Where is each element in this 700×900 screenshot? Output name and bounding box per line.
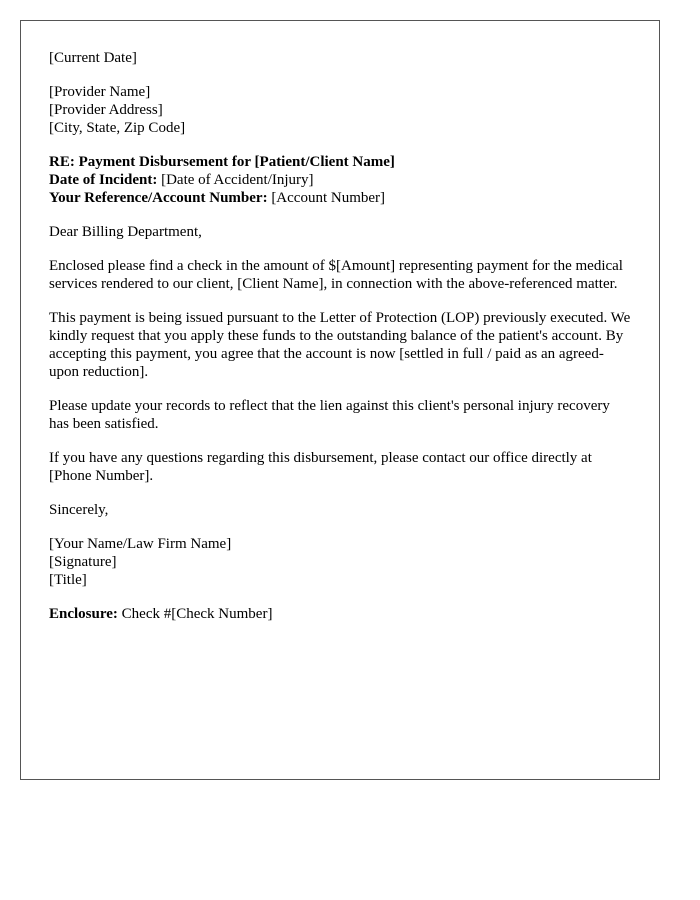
- closing: Sincerely,: [49, 502, 109, 518]
- subject-block: [49, 153, 631, 207]
- reference-label: Your Reference/Account Number:: [49, 190, 268, 206]
- enclosure-line: [49, 605, 631, 623]
- letter-document: [20, 20, 660, 780]
- re-line: RE: Payment Disbursement for [Patient/Client Name]: [49, 154, 395, 170]
- signature-block: [49, 535, 631, 589]
- enclosure-block: [49, 605, 631, 623]
- signer-name: [Your Name/Law Firm Name]: [49, 536, 232, 552]
- incident-line: [49, 171, 631, 189]
- letter-date-block: [49, 49, 631, 67]
- provider-address: [Provider Address]: [49, 102, 163, 118]
- body-paragraph-4: If you have any questions regarding this disbursement, please contact our office directly at [Phone Number].: [49, 450, 592, 484]
- body-paragraph-3: Please update your records to reflect that the lien against this client's personal injury recovery has been satisfied.: [49, 398, 610, 432]
- reference-line: [49, 189, 631, 207]
- reference-value: [Account Number]: [267, 190, 386, 206]
- body-paragraph-1: Enclosed please find a check in the amount of $[Amount] representing payment for the medical services rendered to our client, [Client Name], in connection with the above-referenced matter.: [49, 258, 623, 292]
- salutation: Dear Billing Department,: [49, 224, 202, 240]
- provider-city-state-zip: [City, State, Zip Code]: [49, 120, 186, 136]
- incident-value: [Date of Accident/Injury]: [157, 172, 314, 188]
- signer-title: [Title]: [49, 572, 87, 588]
- enclosure-value: Check #[Check Number]: [117, 606, 273, 622]
- provider-address-block: [49, 83, 631, 137]
- body-paragraph-2: This payment is being issued pursuant to the Letter of Protection (LOP) previously executed. We kindly request that you apply these funds to the outstanding balance of the patient's account. By accepting this payment, you agree that the account is now [settled in full / paid as an agreed-upon reduction].: [49, 310, 631, 380]
- signature-line: [Signature]: [49, 554, 117, 570]
- letter-date: [Current Date]: [49, 50, 137, 66]
- enclosure-label: Enclosure:: [49, 606, 118, 622]
- provider-name: [Provider Name]: [49, 84, 151, 100]
- incident-label: Date of Incident:: [49, 172, 158, 188]
